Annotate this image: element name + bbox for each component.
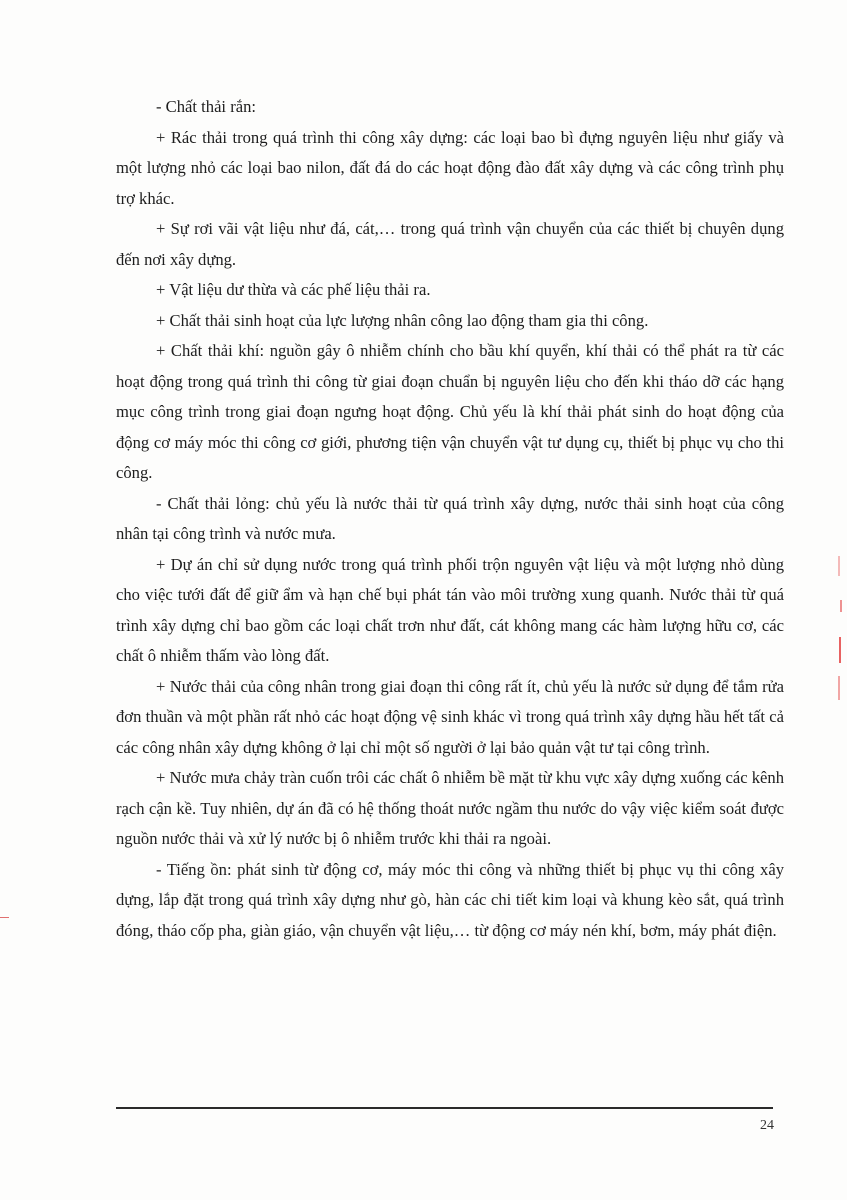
paragraph-material-spill: + Sự rơi vãi vật liệu như đá, cát,… trong quá trình vận chuyển của các thiết bị chuyên dụng đến nơi xây dựng. [116, 219, 784, 269]
paragraph-construction-trash: + Rác thải trong quá trình thi công xây dựng: các loại bao bì đựng nguyên liệu như giấy và một lượng nhỏ các loại bao nilon, đất đá do các hoạt động đào đất xây dựng và các công trình phụ trợ khác. [116, 127, 784, 208]
paragraph-gas-waste: + Chất thải khí: nguồn gây ô nhiễm chính cho bầu khí quyển, khí thải có thể phát ra từ các hoạt động trong quá trình thi công từ giai đoạn chuẩn bị nguyên liệu cho đến khi tháo dỡ các hạng mục công trình trong giai đoạn ngưng hoạt động. Chủ yếu là khí thải phát sinh do hoạt động của động cơ máy móc thi công cơ giới, phương tiện vận chuyển vật tư dụng cụ, thiết bị phục vụ cho thi công. [116, 341, 784, 482]
footer-rule [116, 1107, 773, 1109]
margin-tick [0, 917, 9, 918]
paragraph-liquid-waste: - Chất thải lỏng: chủ yếu là nước thải từ quá trình xây dựng, nước thải sinh hoạt của công nhân tại công trình và nước mưa. [116, 493, 784, 543]
paragraph-surplus-materials: + Vật liệu dư thừa và các phế liệu thải ra. [156, 280, 431, 299]
paragraph-water-use: + Dự án chỉ sử dụng nước trong quá trình phối trộn nguyên vật liệu và một lượng nhỏ dùng cho việc tưới đất để giữ ẩm và hạn chế bụi phát tán vào môi trường xung quanh. Nước thải từ quá trình xây dựng chỉ bao gồm các loại chất trơn như đất, cát không mang các hàm lượng hữu cơ, các chất ô nhiễm thấm vào lòng đất. [116, 554, 784, 665]
bleed-mark [838, 676, 840, 700]
body-text [116, 92, 784, 946]
paragraph-rainwater: + Nước mưa chảy tràn cuốn trôi các chất ô nhiễm bề mặt từ khu vực xây dựng xuống các kênh rạch cận kề. Tuy nhiên, dự án đã có hệ thống thoát nước ngầm thu nước do vậy việc kiểm soát được nguồn nước thải và xử lý nước bị ô nhiễm trước khi thải ra ngoài. [116, 768, 785, 848]
bleed-mark [839, 637, 841, 663]
page-number: 24 [760, 1118, 774, 1133]
paragraph-domestic-waste: + Chất thải sinh hoạt của lực lượng nhân công lao động tham gia thi công. [156, 310, 649, 330]
bleed-mark [840, 600, 842, 612]
bleed-mark [838, 556, 840, 576]
paragraph-solid-waste-heading: - Chất thải rắn: [156, 97, 256, 116]
paragraph-noise: - Tiếng ồn: phát sinh từ động cơ, máy móc thi công và những thiết bị phục vụ thi công xây dựng, lắp đặt trong quá trình xây dựng như gò, hàn các chi tiết kim loại và khung kèo sắt, quá trình đóng, tháo cốp pha, giàn giáo, vận chuyển vật liệu,… từ động cơ máy nén khí, bơm, máy phát điện. [116, 859, 784, 940]
paragraph-worker-wastewater: + Nước thải của công nhân trong giai đoạn thi công rất ít, chủ yếu là nước sử dụng để tắm rửa đơn thuần và một phần rất nhỏ các hoạt động vệ sinh khác vì trong quá trình xây dựng hầu hết tất cả các công nhân xây dựng không ở lại chỉ một số người ở lại bảo quản vật tư tại công trình. [116, 676, 784, 757]
